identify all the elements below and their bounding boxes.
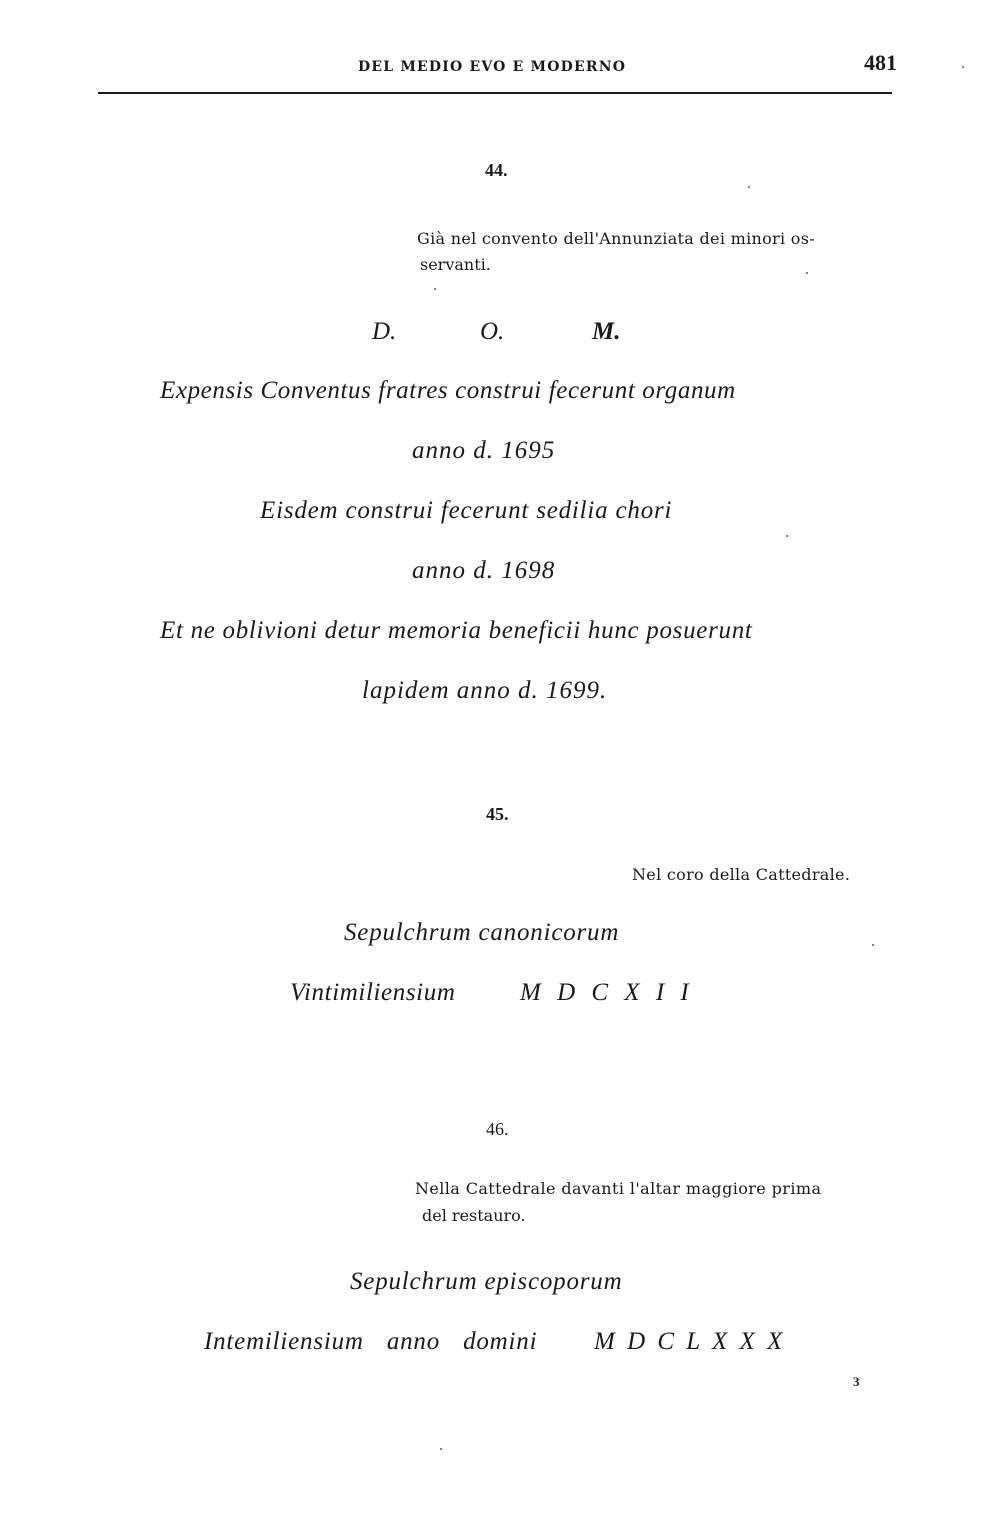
roman-date: M D C X I I <box>520 979 691 1006</box>
inscription-line: Et ne oblivioni detur memoria beneficii hunc posuerunt <box>160 617 753 644</box>
scan-speck <box>786 535 788 537</box>
inscription-line: Eisdem construi fecerunt sedilia chori <box>260 497 673 524</box>
inscription-line: Sepulchrum canonicorum <box>344 919 620 946</box>
section-number: 44. <box>485 160 508 180</box>
scan-speck <box>872 944 874 946</box>
inscription-line: Sepulchrum episcoporum <box>350 1268 623 1295</box>
location-note-line: Già nel convento dell'Annunziata dei minori os- <box>417 229 815 248</box>
section-number: 45. <box>486 804 509 824</box>
header-rule <box>98 92 892 94</box>
signature-mark: 3 <box>853 1374 860 1389</box>
location-note-line: Nella Cattedrale davanti l'altar maggiore prima <box>415 1179 822 1198</box>
scan-speck <box>434 288 436 290</box>
inscription-line: anno d. 1698 <box>412 557 556 584</box>
scan-speck <box>806 272 808 274</box>
scan-speck <box>440 1448 442 1450</box>
scan-speck <box>962 66 964 68</box>
scan-speck <box>748 186 750 188</box>
dom-letter: D. <box>372 318 397 345</box>
inscription-line: anno d. 1695 <box>412 437 556 464</box>
inscription-line: Vintimiliensium <box>290 979 456 1006</box>
location-note-line: Nel coro della Cattedrale. <box>632 865 851 884</box>
page-number: 481 <box>864 50 897 75</box>
running-title: DEL MEDIO EVO E MODERNO <box>358 59 627 75</box>
dom-letter: O. <box>480 318 505 345</box>
section-number: 46. <box>486 1119 509 1139</box>
location-note-line: del restauro. <box>422 1206 526 1225</box>
inscription-line: Intemiliensium anno domini <box>204 1328 538 1355</box>
inscription-line: Expensis Conventus fratres construi fecerunt organum <box>160 377 736 404</box>
inscription-line: lapidem anno d. 1699. <box>362 677 608 704</box>
dom-letter: M. <box>592 318 621 345</box>
roman-date: M D C L X X X <box>594 1328 785 1355</box>
location-note-line: servanti. <box>420 255 491 274</box>
